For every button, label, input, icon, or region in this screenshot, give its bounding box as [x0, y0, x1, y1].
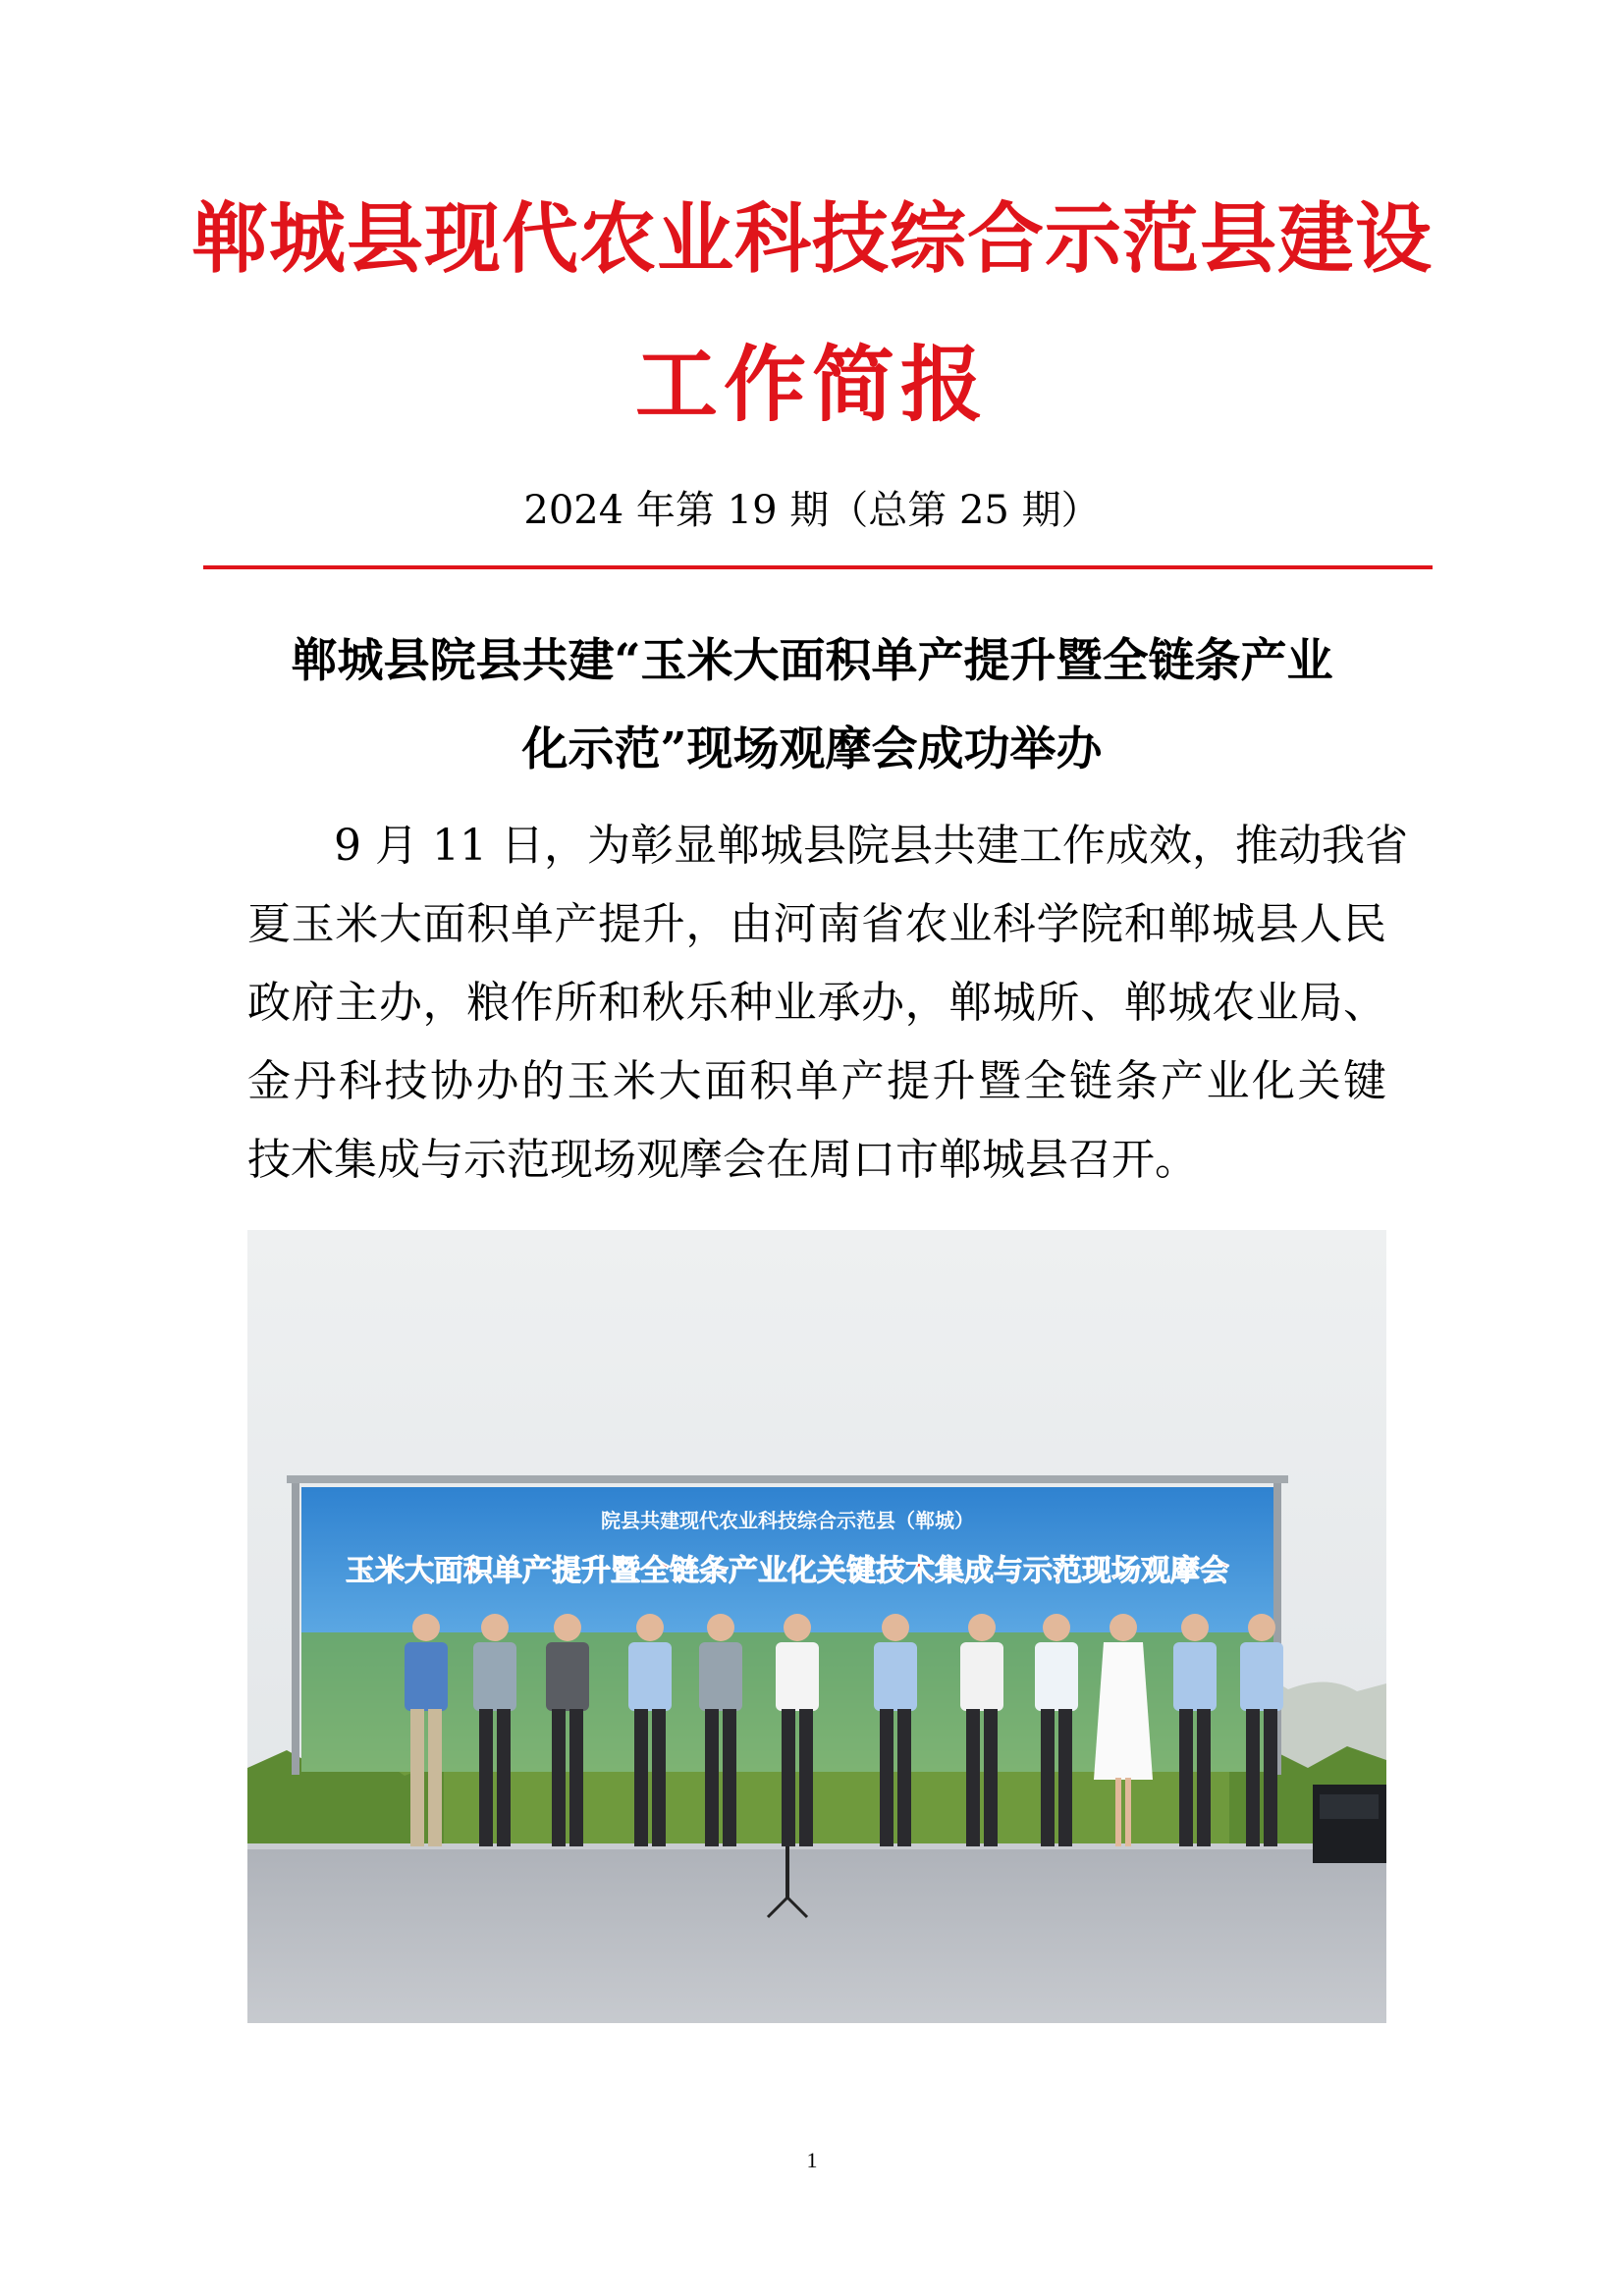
body-line: 金丹科技协办的玉米大面积单产提升暨全链条产业化关键: [247, 1056, 1386, 1106]
article-body: [247, 807, 1408, 1200]
article-title-line1: 郸城县院县共建“玉米大面积单产提升暨全链条产业: [291, 634, 1333, 688]
header-divider: [203, 565, 1433, 569]
page-number: 1: [806, 2148, 818, 2172]
masthead-title-line2: 工作简报: [634, 336, 989, 433]
body-line: 9 月 11 日，为彰显郸城县院县共建工作成效，推动我省: [334, 821, 1408, 871]
body-line: 技术集成与示范现场观摩会在周口市郸城县召开。: [247, 1135, 1198, 1185]
issue-number: 2024 年第 19 期（总第 25 期）: [523, 488, 1101, 533]
body-line: 政府主办，粮作所和秋乐种业承办，郸城所、郸城农业局、: [247, 978, 1386, 1028]
event-photo: [247, 1230, 1386, 2023]
banner-top-text: 院县共建现代农业科技综合示范县（郸城）: [601, 1509, 974, 1532]
article-title-line2: 化示范”现场观摩会成功举办: [521, 722, 1103, 776]
stage-floor: [247, 1843, 1386, 2023]
body-line: 夏玉米大面积单产提升，由河南省农业科学院和郸城县人民: [247, 899, 1386, 949]
banner-main-text: 玉米大面积单产提升暨全链条产业化关键技术集成与示范现场观摩会: [346, 1554, 1229, 1588]
masthead-title-line1: 郸城县现代农业科技综合示范县建设: [190, 194, 1433, 284]
